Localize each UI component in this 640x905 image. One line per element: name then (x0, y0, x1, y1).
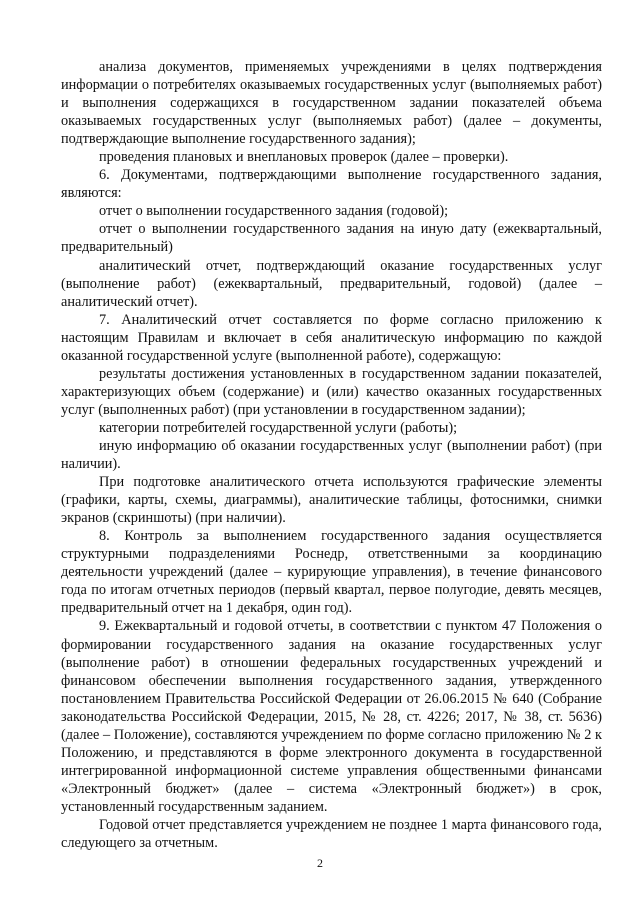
paragraph-graphic-elements: При подготовке аналитического отчета используются графические элементы (графики, карты, схемы, диаграммы), аналитические таблицы, фотоснимки, снимки экранов (скриншоты) (при наличии). (61, 474, 602, 527)
paragraph-interim-report: отчет о выполнении государственного задания на иную дату (ежеквартальный, предварительный) (61, 221, 602, 256)
paragraph-9: 9. Ежеквартальный и годовой отчеты, в соответствии с пунктом 47 Положения о формировании государственного задания на оказание государственных услуг (выполнение работ) в отношении федеральных государственных учреждений и финансовом обеспечении выполнения государственного задания, утвержденного постановлением Правительства Российской Федерации от 26.06.2015 № 640 (Собрание законодательства Российской Федерации, 2015, № 28, ст. 4226; 2017, № 38, ст. 5636) (далее – Положение), составляются учреждением по форме согласно приложению № 2 к Положению, и представляются в форме электронного документа в государственной интегрированной информационной системе управления общественными финансами «Электронный бюджет» (далее – система «Электронный бюджет») в срок, установленный государственным заданием. (61, 618, 602, 815)
paragraph-7-results: результаты достижения установленных в государственном задании показателей, характеризующих объем (содержание) и (или) качество оказанных государственных услуг (выполненных работ) (при установлении в государственном задании); (61, 365, 602, 418)
paragraph-7-other-info: иную информацию об оказании государственных услуг (выполнении работ) (при наличии). (61, 437, 602, 473)
paragraph-7: 7. Аналитический отчет составляется по форме согласно приложению к настоящим Правилам и включает в себя аналитическую информацию по каждой оказанной государственной услуге (выполненной работе), содержащую: (61, 311, 602, 364)
paragraph-annual-report: отчет о выполнении государственного задания (годовой); (99, 203, 449, 220)
page-number: 2 (317, 856, 323, 870)
paragraph-8: 8. Контроль за выполнением государственного задания осуществляется структурными подразделениями Роснедр, ответственными за координацию деятельности учреждений (далее – курирующие управления), в течение финансового года по итогам отчетных периодов (первый квартал, первое полугодие, девять месяцев, предварительный отчет на 1 декабря, один год). (61, 528, 602, 617)
paragraph-documents-analysis: анализа документов, применяемых учреждениями в целях подтверждения информации о потребителях оказываемых государственных услуг (выполняемых работ) и выполнения содержащихся в государственном задании показателей объема оказываемых государственных услуг (выполняемых работ) (далее – документы, подтверждающие выполнение государственного задания); (61, 59, 602, 148)
paragraph-analytical-report: аналитический отчет, подтверждающий оказание государственных услуг (выполнение работ) (ежеквартальный, предварительный, годовой) (далее – аналитический отчет). (61, 257, 602, 310)
paragraph-6-intro: 6. Документами, подтверждающими выполнение государственного задания, являются: (61, 167, 602, 202)
paragraph-inspections: проведения плановых и внеплановых проверок (далее – проверки). (99, 149, 509, 166)
paragraph-annual-deadline: Годовой отчет представляется учреждением не позднее 1 марта финансового года, следующего за отчетным. (61, 816, 602, 852)
paragraph-7-categories: категории потребителей государственной услуги (работы); (99, 419, 458, 436)
document-body (61, 58, 602, 852)
